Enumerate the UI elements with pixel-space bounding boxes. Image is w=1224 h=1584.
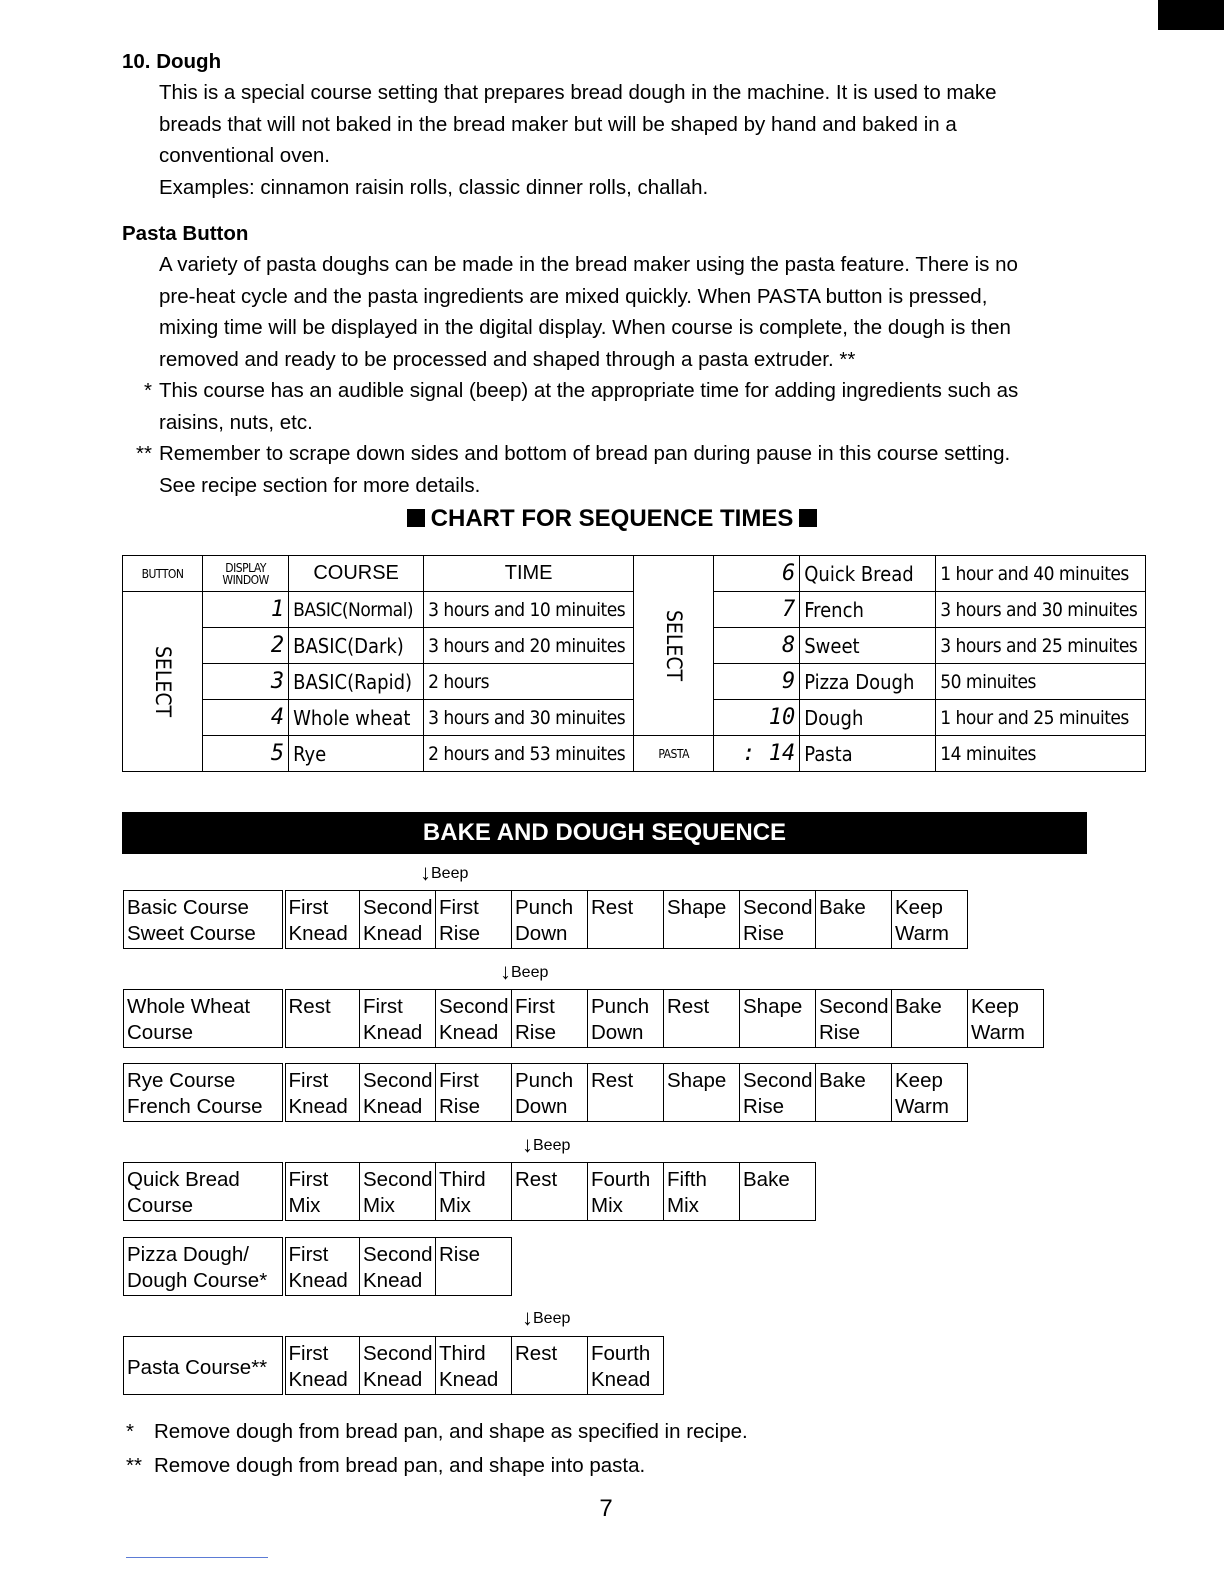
step-cell xyxy=(664,1064,740,1122)
step-line: Rest xyxy=(515,1168,558,1191)
beep-marker xyxy=(522,1132,570,1158)
step-line: Second xyxy=(363,1069,433,1092)
footnote xyxy=(126,1420,748,1444)
course-name-line: Course xyxy=(127,1021,194,1044)
step-line: First xyxy=(439,1069,479,1092)
step-line: First xyxy=(363,995,403,1018)
step-cell xyxy=(360,1064,436,1122)
header-display-window xyxy=(203,556,289,592)
step-cell xyxy=(512,1337,588,1395)
table-row xyxy=(124,1238,512,1296)
step-line: Bake xyxy=(819,1069,866,1092)
step-cell xyxy=(360,1163,436,1221)
step-cell xyxy=(512,1163,588,1221)
divider xyxy=(126,1557,268,1558)
course-cell: Whole wheat xyxy=(289,700,424,736)
step-line: Mix xyxy=(667,1194,699,1217)
step-line: Down xyxy=(591,1021,644,1044)
select-label-left xyxy=(123,592,203,772)
time-cell: 1 hour and 25 minuites xyxy=(936,700,1146,736)
sequence-row-pasta xyxy=(123,1336,664,1395)
course-cell: BASIC(Dark) xyxy=(289,628,424,664)
select-label-text: SELECT xyxy=(662,609,687,682)
step-line: First xyxy=(515,995,555,1018)
step-line: Mix xyxy=(363,1194,395,1217)
step-line: First xyxy=(288,1168,329,1191)
dough-heading: 10. Dough xyxy=(122,50,222,73)
course-cell: Sweet xyxy=(800,628,936,664)
step-line: Mix xyxy=(591,1194,623,1217)
beep-label: Beep xyxy=(511,964,549,981)
step-line: Second xyxy=(363,1168,433,1191)
beep-marker xyxy=(500,959,548,985)
course-name-line: Course xyxy=(127,1194,194,1217)
step-cell xyxy=(892,891,968,949)
display-digit: 3 xyxy=(203,664,289,700)
step-line: Knead xyxy=(288,922,348,945)
step-line: Keep xyxy=(971,995,1019,1018)
beep-label: Beep xyxy=(533,1137,571,1154)
step-line: Punch xyxy=(515,896,574,919)
step-cell xyxy=(664,990,740,1048)
header-time: TIME xyxy=(424,556,634,592)
pasta-heading: Pasta Button xyxy=(122,222,249,245)
table-row xyxy=(123,736,1146,772)
step-cell xyxy=(816,990,892,1048)
course-name-cell xyxy=(124,990,284,1048)
course-cell: Quick Bread xyxy=(800,556,936,592)
step-line: Mix xyxy=(439,1194,471,1217)
step-cell xyxy=(816,1064,892,1122)
step-line: Keep xyxy=(895,1069,943,1092)
step-cell xyxy=(360,1238,436,1296)
footnote xyxy=(126,1454,645,1478)
time-cell: 2 hours xyxy=(424,664,634,700)
down-arrow-icon: ↓ xyxy=(522,1305,533,1330)
step-line: Rise xyxy=(819,1021,861,1044)
step-line: Second xyxy=(819,995,889,1018)
step-line: Knead xyxy=(363,1095,423,1118)
step-line: Rise xyxy=(439,1243,481,1266)
step-line: Shape xyxy=(667,896,727,919)
step-line: Knead xyxy=(363,1269,423,1292)
step-line: Knead xyxy=(288,1095,348,1118)
display-digit: 9 xyxy=(714,664,800,700)
header-window-text: WINDOW xyxy=(222,572,269,587)
step-cell xyxy=(436,891,512,949)
time-cell: 3 hours and 20 minuites xyxy=(424,628,634,664)
step-cell xyxy=(512,990,588,1048)
course-name-cell xyxy=(124,1337,284,1395)
step-line: Rise xyxy=(439,1095,481,1118)
dough-line: This is a special course setting that prepares bread dough in the machine. It is used to make xyxy=(159,81,997,104)
display-digit: 4 xyxy=(203,700,289,736)
table-row xyxy=(123,556,1146,592)
step-line: Fourth xyxy=(591,1342,651,1365)
step-line: Knead xyxy=(288,1368,348,1391)
step-line: Down xyxy=(515,1095,568,1118)
dough-line: breads that will not baked in the bread maker but will be shaped by hand and baked in a xyxy=(159,112,957,136)
step-cell xyxy=(740,1163,816,1221)
page-number: 7 xyxy=(599,1495,613,1522)
beep-marker xyxy=(522,1305,570,1331)
course-name-cell xyxy=(124,1064,284,1122)
course-name-cell xyxy=(124,1238,284,1296)
step-line: Rest xyxy=(288,995,331,1018)
course-name-line: Dough Course* xyxy=(127,1269,268,1292)
note-line: raisins, nuts, etc. xyxy=(159,410,313,434)
note-line: See recipe section for more details. xyxy=(159,473,481,497)
step-line: Second xyxy=(363,1342,433,1365)
sequence-row-pizza-dough xyxy=(123,1237,512,1296)
pasta-line: mixing time will be displayed in the digital display. When course is complete, the dough is then xyxy=(159,316,1011,339)
course-name-line: Quick Bread xyxy=(127,1168,240,1191)
step-line: Rest xyxy=(667,995,710,1018)
step-line: Third xyxy=(439,1168,486,1191)
course-cell: BASIC(Rapid) xyxy=(289,664,424,700)
pasta-line: A variety of pasta doughs can be made in the bread maker using the pasta feature. There is no xyxy=(159,253,1018,276)
down-arrow-icon: ↓ xyxy=(522,1132,533,1157)
step-cell xyxy=(284,891,360,949)
step-line: Knead xyxy=(363,1021,423,1044)
chart-title-text: CHART FOR SEQUENCE TIMES xyxy=(430,505,794,532)
course-name-line: Whole Wheat xyxy=(127,995,251,1018)
sequence-title-bar: BAKE AND DOUGH SEQUENCE xyxy=(122,812,1087,854)
course-cell: French xyxy=(800,592,936,628)
step-line: Knead xyxy=(288,1269,348,1292)
step-line: Shape xyxy=(743,995,803,1018)
step-cell xyxy=(512,1064,588,1122)
step-line: Down xyxy=(515,922,568,945)
step-line: First xyxy=(288,1243,329,1266)
step-line: Rise xyxy=(515,1021,557,1044)
select-label-right xyxy=(634,556,714,736)
pasta-line: pre-heat cycle and the pasta ingredients are mixed quickly. When PASTA button is pressed, xyxy=(159,284,988,308)
sequence-row-basic-sweet xyxy=(123,890,968,949)
step-line: Rest xyxy=(591,1069,634,1092)
step-cell xyxy=(968,990,1044,1048)
table-row xyxy=(124,1337,664,1395)
header-button: BUTTON xyxy=(123,556,203,592)
pasta-button-label: PASTA xyxy=(634,736,714,772)
square-bullet-icon xyxy=(799,509,817,527)
step-cell xyxy=(436,1238,512,1296)
course-name-line: French Course xyxy=(127,1095,263,1118)
down-arrow-icon: ↓ xyxy=(420,860,431,885)
step-line: Keep xyxy=(895,896,943,919)
note-line: Remember to scrape down sides and bottom of bread pan during pause in this course setting. xyxy=(159,442,1011,465)
step-line: First xyxy=(288,1069,329,1092)
step-cell xyxy=(892,990,968,1048)
course-cell: Pizza Dough xyxy=(800,664,936,700)
table-row xyxy=(124,891,968,949)
sequence-row-quick-bread xyxy=(123,1162,816,1221)
note-mark: * xyxy=(144,379,152,402)
step-line: Rise xyxy=(743,1095,785,1118)
table-row xyxy=(124,1064,968,1122)
course-name-line: Basic Course xyxy=(127,896,249,919)
step-cell xyxy=(436,1064,512,1122)
beep-label: Beep xyxy=(533,1310,571,1327)
step-cell xyxy=(664,891,740,949)
step-cell xyxy=(360,1337,436,1395)
pasta-line: removed and ready to be processed and shaped through a pasta extruder. ** xyxy=(159,347,856,371)
course-name-cell xyxy=(124,1163,284,1221)
step-cell xyxy=(588,1064,664,1122)
step-line: Bake xyxy=(819,896,866,919)
step-cell xyxy=(664,1163,740,1221)
time-cell: 3 hours and 30 minuites xyxy=(936,592,1146,628)
step-line: Fourth xyxy=(591,1168,651,1191)
step-cell xyxy=(740,990,816,1048)
step-cell xyxy=(436,990,512,1048)
step-cell xyxy=(816,891,892,949)
time-cell: 2 hours and 53 minuites xyxy=(424,736,634,772)
dough-section xyxy=(122,47,1102,203)
step-line: Punch xyxy=(591,995,650,1018)
course-name-line: Rye Course xyxy=(127,1069,236,1092)
step-line: Rest xyxy=(591,896,634,919)
step-line: Rest xyxy=(515,1342,558,1365)
step-line: Punch xyxy=(515,1069,574,1092)
table-row xyxy=(124,990,1044,1048)
step-line: Warm xyxy=(895,1095,949,1118)
step-line: First xyxy=(288,896,329,919)
sequence-row-rye-french xyxy=(123,1063,968,1122)
display-digit: 7 xyxy=(714,592,800,628)
step-cell xyxy=(284,1238,360,1296)
corner-registration-mark xyxy=(1158,0,1224,30)
header-display-text: DISPLAY xyxy=(225,560,266,575)
dough-line: Examples: cinnamon raisin rolls, classic dinner rolls, challah. xyxy=(159,175,709,199)
display-digit: 8 xyxy=(714,628,800,664)
course-cell: Rye xyxy=(289,736,424,772)
step-line: Knead xyxy=(439,1368,499,1391)
step-line: Warm xyxy=(895,922,949,945)
step-line: Second xyxy=(363,896,433,919)
step-line: Bake xyxy=(743,1168,790,1191)
step-line: Third xyxy=(439,1342,486,1365)
step-line: Knead xyxy=(591,1368,651,1391)
time-cell: 1 hour and 40 minuites xyxy=(936,556,1146,592)
sequence-row-whole-wheat xyxy=(123,989,1044,1048)
step-line: Knead xyxy=(439,1021,499,1044)
display-digit: 2 xyxy=(203,628,289,664)
step-line: First xyxy=(439,896,479,919)
display-digit: 5 xyxy=(203,736,289,772)
course-cell: Pasta xyxy=(800,736,936,772)
step-cell xyxy=(360,891,436,949)
step-line: Warm xyxy=(971,1021,1025,1044)
step-cell xyxy=(588,891,664,949)
footnote-mark: * xyxy=(126,1420,134,1443)
display-digit: 10 xyxy=(714,700,800,736)
step-line: Rise xyxy=(743,922,785,945)
time-cell: 3 hours and 30 minuites xyxy=(424,700,634,736)
note-mark: ** xyxy=(136,442,152,465)
step-line: Mix xyxy=(288,1194,321,1217)
step-line: Knead xyxy=(363,1368,423,1391)
course-name-cell xyxy=(124,891,284,949)
chart-title xyxy=(0,505,1224,533)
pasta-note-2 xyxy=(122,438,1102,470)
header-course: COURSE xyxy=(289,556,424,592)
step-cell xyxy=(740,891,816,949)
sequence-times-table xyxy=(122,555,1146,772)
course-cell: Dough xyxy=(800,700,936,736)
time-cell: 3 hours and 25 minuites xyxy=(936,628,1146,664)
step-cell xyxy=(588,1337,664,1395)
square-bullet-icon xyxy=(407,509,425,527)
course-name-line: Pasta Course** xyxy=(127,1355,268,1379)
footnote-text: Remove dough from bread pan, and shape as specified in recipe. xyxy=(154,1420,748,1443)
step-cell xyxy=(740,1064,816,1122)
display-digit: : 14 xyxy=(714,736,800,772)
step-cell xyxy=(892,1064,968,1122)
step-line: First xyxy=(288,1342,329,1365)
step-line: Shape xyxy=(667,1069,727,1092)
step-cell xyxy=(588,990,664,1048)
course-cell: BASIC(Normal) xyxy=(289,592,424,628)
display-digit: 1 xyxy=(203,592,289,628)
step-cell xyxy=(436,1163,512,1221)
step-cell xyxy=(436,1337,512,1395)
step-line: Second xyxy=(743,1069,813,1092)
step-line: Bake xyxy=(895,995,942,1018)
step-cell xyxy=(284,1337,360,1395)
step-cell xyxy=(360,990,436,1048)
step-cell xyxy=(588,1163,664,1221)
step-cell xyxy=(284,1163,360,1221)
pasta-section xyxy=(122,219,1102,501)
time-cell: 50 minuites xyxy=(936,664,1146,700)
step-cell xyxy=(284,1064,360,1122)
step-line: Rise xyxy=(439,922,481,945)
step-line: Second xyxy=(363,1243,433,1266)
table-row xyxy=(124,1163,816,1221)
beep-label: Beep xyxy=(431,865,469,882)
step-cell xyxy=(512,891,588,949)
course-name-line: Sweet Course xyxy=(127,922,256,945)
step-line: Second xyxy=(439,995,509,1018)
step-line: Knead xyxy=(363,922,423,945)
note-line: This course has an audible signal (beep) at the appropriate time for adding ingredients such as xyxy=(159,379,1019,402)
display-digit: 6 xyxy=(714,556,800,592)
time-cell: 14 minuites xyxy=(936,736,1146,772)
step-line: Second xyxy=(743,896,813,919)
down-arrow-icon: ↓ xyxy=(500,959,511,984)
beep-marker xyxy=(420,860,468,886)
time-cell: 3 hours and 10 minuites xyxy=(424,592,634,628)
step-line: Fifth xyxy=(667,1168,707,1191)
footnote-mark: ** xyxy=(126,1454,142,1477)
step-cell xyxy=(284,990,360,1048)
pasta-note-1 xyxy=(122,375,1102,407)
select-label-text: SELECT xyxy=(151,645,176,718)
dough-line: conventional oven. xyxy=(159,144,330,167)
course-name-line: Pizza Dough/ xyxy=(127,1243,249,1266)
footnote-text: Remove dough from bread pan, and shape into pasta. xyxy=(154,1454,646,1477)
